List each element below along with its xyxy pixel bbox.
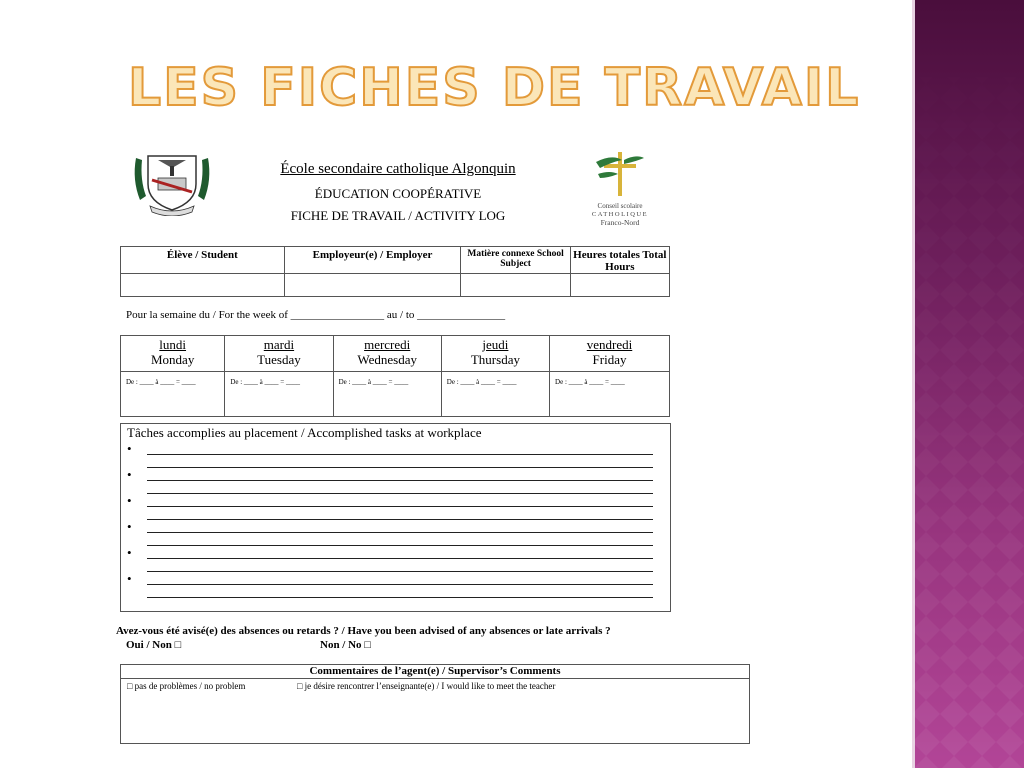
task-line[interactable] [147, 571, 653, 572]
no-problem-checkbox[interactable]: □ pas de problèmes / no problem [127, 681, 246, 691]
task-line[interactable] [147, 467, 653, 468]
meet-teacher-checkbox[interactable]: □ je désire rencontrer l’enseignante(e) / I would like to meet the teacher [297, 681, 556, 691]
task-line[interactable] [147, 506, 653, 507]
yes-checkbox[interactable]: Oui / Non □ [126, 639, 182, 651]
student-field[interactable] [121, 274, 285, 297]
board-name-line-1: Conseil scolaire [597, 202, 643, 210]
day-fr: mercredi [364, 337, 411, 352]
board-name-line-3: Franco-Nord [600, 218, 640, 227]
day-fr: jeudi [482, 337, 509, 352]
task-line[interactable] [147, 480, 653, 481]
hours-slot-thursday[interactable]: De : ____ à ____ = ____ [441, 372, 549, 417]
school-crest-icon [130, 150, 214, 216]
task-line[interactable] [147, 454, 653, 455]
task-line[interactable] [147, 493, 653, 494]
tasks-box [120, 423, 671, 612]
comments-box [120, 664, 750, 744]
subject-field[interactable] [461, 274, 570, 297]
task-bullet: • [127, 493, 132, 508]
day-tuesday [225, 336, 333, 372]
cross-icon [578, 150, 662, 230]
decorative-side-panel [912, 0, 1024, 768]
task-bullet: • [127, 441, 132, 456]
slide-title: LES FICHES DE TRAVAIL [128, 58, 861, 118]
student-header: Élève / Student [121, 247, 285, 274]
task-line[interactable] [147, 597, 653, 598]
employer-field[interactable] [284, 274, 461, 297]
day-fr: mardi [263, 337, 295, 352]
board-name-line-2: CATHOLIQUE [591, 211, 649, 218]
program-name: ÉDUCATION COOPÉRATIVE [314, 186, 482, 201]
day-fr: lundi [159, 337, 187, 352]
form-title: FICHE DE TRAVAIL / ACTIVITY LOG [290, 208, 506, 223]
diamond-pattern [912, 0, 1024, 768]
day-en: Tuesday [257, 352, 301, 367]
absence-question: Avez-vous été avisé(e) des absences ou retards ? / Have you been advised of any absences or late arrivals ? [116, 625, 611, 637]
day-friday [550, 336, 670, 372]
hours-header: Heures totales Total Hours [570, 247, 669, 274]
no-checkbox[interactable]: Non / No □ [320, 639, 371, 651]
task-line[interactable] [147, 545, 653, 546]
hours-slot-friday[interactable]: De : ____ à ____ = ____ [550, 372, 670, 417]
day-en: Friday [592, 352, 627, 367]
employer-header: Employeur(e) / Employer [284, 247, 461, 274]
hours-slot-monday[interactable]: De : ____ à ____ = ____ [121, 372, 225, 417]
hours-slot-wednesday[interactable]: De : ____ à ____ = ____ [333, 372, 441, 417]
task-bullet: • [127, 467, 132, 482]
day-en: Wednesday [357, 352, 417, 367]
task-bullet: • [127, 545, 132, 560]
task-line[interactable] [147, 532, 653, 533]
weekly-schedule-table [120, 335, 670, 417]
day-wednesday [333, 336, 441, 372]
day-monday [121, 336, 225, 372]
week-line: Pour la semaine du / For the week of _________________ au / to ________________ [126, 309, 506, 321]
hours-slot-tuesday[interactable]: De : ____ à ____ = ____ [225, 372, 333, 417]
subject-header: Matière connexe School Subject [461, 247, 570, 274]
day-fr: vendredi [586, 337, 633, 352]
day-thursday [441, 336, 549, 372]
school-name: École secondaire catholique Algonquin [280, 161, 516, 177]
task-line[interactable] [147, 519, 653, 520]
student-info-table [120, 246, 670, 297]
hours-field[interactable] [570, 274, 669, 297]
day-en: Thursday [470, 352, 520, 367]
task-bullet: • [127, 571, 132, 586]
task-bullet: • [127, 519, 132, 534]
task-line[interactable] [147, 584, 653, 585]
comments-title: Commentaires de l’agent(e) / Supervisor’s Comments [121, 665, 749, 679]
board-logo [578, 150, 662, 230]
task-line[interactable] [147, 558, 653, 559]
tasks-title: Tâches accomplies au placement / Accomplished tasks at workplace [127, 425, 482, 440]
day-en: Monday [150, 352, 195, 367]
